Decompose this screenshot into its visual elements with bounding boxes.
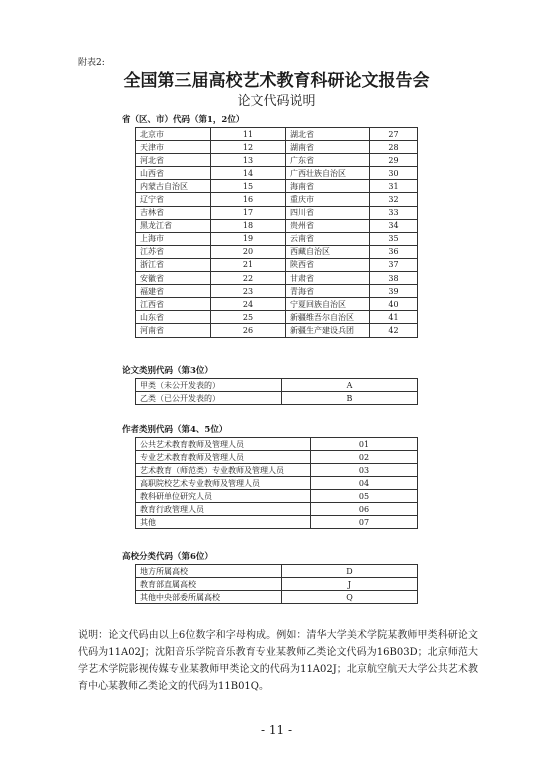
table-row — [136, 516, 418, 529]
school-type-section-label: 高校分类代码（第6位） — [122, 552, 213, 562]
table-cell: 30 — [370, 167, 418, 180]
table-cell: 38 — [370, 272, 418, 285]
table-cell: 重庆市 — [286, 193, 370, 206]
page-subtitle: 论文代码说明 — [237, 94, 316, 109]
table-row — [136, 503, 418, 516]
table-cell: 北京市 — [136, 128, 211, 141]
table-cell: 公共艺术教育教师及管理人员 — [136, 438, 311, 451]
table-cell: 06 — [311, 503, 418, 516]
table-cell: 河北省 — [136, 154, 211, 167]
appendix-label: 附表2: — [78, 58, 105, 68]
table-row — [136, 379, 418, 392]
paper-type-section-label: 论文类别代码（第3位） — [122, 366, 213, 376]
table-cell: 宁夏回族自治区 — [286, 298, 370, 311]
table-cell: B — [282, 392, 418, 405]
table-cell: 其他中央部委所属高校 — [136, 591, 282, 604]
table-cell: 天津市 — [136, 141, 211, 154]
table-cell: 艺术教育（师范类）专业教师及管理人员 — [136, 464, 311, 477]
table-cell: 陕西省 — [286, 258, 370, 271]
table-row — [136, 451, 418, 464]
table-row — [136, 128, 418, 141]
table-row — [136, 565, 418, 578]
table-row — [136, 193, 418, 206]
table-cell: 海南省 — [286, 180, 370, 193]
table-cell: 江西省 — [136, 298, 211, 311]
school-type-code-table — [135, 564, 418, 604]
table-row — [136, 438, 418, 451]
table-row — [136, 578, 418, 591]
author-type-section-label: 作者类别代码（第4、5位） — [122, 425, 228, 435]
table-cell: 吉林省 — [136, 206, 211, 219]
table-cell: 山东省 — [136, 311, 211, 324]
table-cell: 17 — [211, 206, 286, 219]
table-row — [136, 180, 418, 193]
table-cell: 12 — [211, 141, 286, 154]
table-cell: 湖北省 — [286, 128, 370, 141]
explanation-note: 说明：论文代码由以上6位数字和字母构成。例如：清华大学美术学院某教师甲类科研论文代码为11A02J；沈阳音乐学院音乐教育专业某教师乙类论文代码为16B03D；北京师范大学艺术学院影视传媒专业某教师甲类论文的代码为11A02J；北京航空航天大学公共艺术教育中心某教师乙类论文的代码为11B01Q。 — [78, 630, 478, 692]
table-row — [136, 245, 418, 258]
table-cell: 20 — [211, 245, 286, 258]
table-cell: 甘肃省 — [286, 272, 370, 285]
table-cell: 浙江省 — [136, 258, 211, 271]
table-cell: 03 — [311, 464, 418, 477]
table-cell: 11 — [211, 128, 286, 141]
table-cell: 16 — [211, 193, 286, 206]
table-row — [136, 311, 418, 324]
table-cell: 34 — [370, 219, 418, 232]
table-cell: 甲类（未公开发表的） — [136, 379, 282, 392]
table-cell: 35 — [370, 232, 418, 245]
table-row — [136, 232, 418, 245]
table-cell: 新疆生产建设兵团 — [286, 324, 370, 337]
paper-type-code-table — [135, 378, 418, 405]
table-cell: 32 — [370, 193, 418, 206]
table-row — [136, 464, 418, 477]
table-cell: 25 — [211, 311, 286, 324]
table-row — [136, 490, 418, 503]
table-cell: 42 — [370, 324, 418, 337]
table-cell: 河南省 — [136, 324, 211, 337]
table-cell: 28 — [370, 141, 418, 154]
table-cell: 13 — [211, 154, 286, 167]
table-row — [136, 167, 418, 180]
table-cell: 24 — [211, 298, 286, 311]
table-cell: 18 — [211, 219, 286, 232]
table-cell: 23 — [211, 285, 286, 298]
table-cell: 乙类（已公开发表的） — [136, 392, 282, 405]
table-cell: 02 — [311, 451, 418, 464]
table-row — [136, 477, 418, 490]
table-cell: 四川省 — [286, 206, 370, 219]
table-row — [136, 219, 418, 232]
table-cell: 40 — [370, 298, 418, 311]
table-cell: 教育部直属高校 — [136, 578, 282, 591]
table-cell: 07 — [311, 516, 418, 529]
table-row — [136, 206, 418, 219]
table-cell: Q — [282, 591, 418, 604]
table-row — [136, 154, 418, 167]
table-cell: J — [282, 578, 418, 591]
table-cell: 贵州省 — [286, 219, 370, 232]
table-cell: 其他 — [136, 516, 311, 529]
table-cell: 05 — [311, 490, 418, 503]
table-cell: 上海市 — [136, 232, 211, 245]
table-row — [136, 285, 418, 298]
table-cell: 教育行政管理人员 — [136, 503, 311, 516]
table-row — [136, 324, 418, 337]
table-cell: 41 — [370, 311, 418, 324]
table-cell: 专业艺术教育教师及管理人员 — [136, 451, 311, 464]
table-row — [136, 392, 418, 405]
table-cell: 地方所属高校 — [136, 565, 282, 578]
table-cell: A — [282, 379, 418, 392]
table-cell: 云南省 — [286, 232, 370, 245]
table-cell: 36 — [370, 245, 418, 258]
table-cell: 33 — [370, 206, 418, 219]
table-cell: 新疆维吾尔自治区 — [286, 311, 370, 324]
table-cell: 26 — [211, 324, 286, 337]
table-cell: 21 — [211, 258, 286, 271]
province-section-label: 省（区、市）代码（第1，2位） — [122, 115, 245, 125]
table-cell: 高职院校艺术专业教师及管理人员 — [136, 477, 311, 490]
table-cell: 29 — [370, 154, 418, 167]
table-cell: 37 — [370, 258, 418, 271]
table-row — [136, 258, 418, 271]
table-cell: 教科研单位研究人员 — [136, 490, 311, 503]
table-cell: 西藏自治区 — [286, 245, 370, 258]
table-cell: 山西省 — [136, 167, 211, 180]
table-cell: 27 — [370, 128, 418, 141]
table-cell: 14 — [211, 167, 286, 180]
table-cell: 福建省 — [136, 285, 211, 298]
author-type-code-table — [135, 437, 418, 529]
table-cell: 辽宁省 — [136, 193, 211, 206]
table-cell: 广西壮族自治区 — [286, 167, 370, 180]
table-cell: 19 — [211, 232, 286, 245]
table-cell: 22 — [211, 272, 286, 285]
table-cell: 39 — [370, 285, 418, 298]
table-row — [136, 141, 418, 154]
table-row — [136, 591, 418, 604]
table-row — [136, 298, 418, 311]
table-cell: 江苏省 — [136, 245, 211, 258]
table-cell: D — [282, 565, 418, 578]
table-cell: 15 — [211, 180, 286, 193]
table-cell: 湖南省 — [286, 141, 370, 154]
table-cell: 31 — [370, 180, 418, 193]
table-cell: 黑龙江省 — [136, 219, 211, 232]
table-cell: 青海省 — [286, 285, 370, 298]
table-cell: 01 — [311, 438, 418, 451]
province-code-table — [135, 127, 418, 338]
table-cell: 04 — [311, 477, 418, 490]
table-cell: 广东省 — [286, 154, 370, 167]
table-row — [136, 272, 418, 285]
table-cell: 内蒙古自治区 — [136, 180, 211, 193]
page-title: 全国第三届高校艺术教育科研论文报告会 — [123, 71, 430, 91]
page-number: - 11 - — [260, 723, 292, 737]
table-cell: 安徽省 — [136, 272, 211, 285]
